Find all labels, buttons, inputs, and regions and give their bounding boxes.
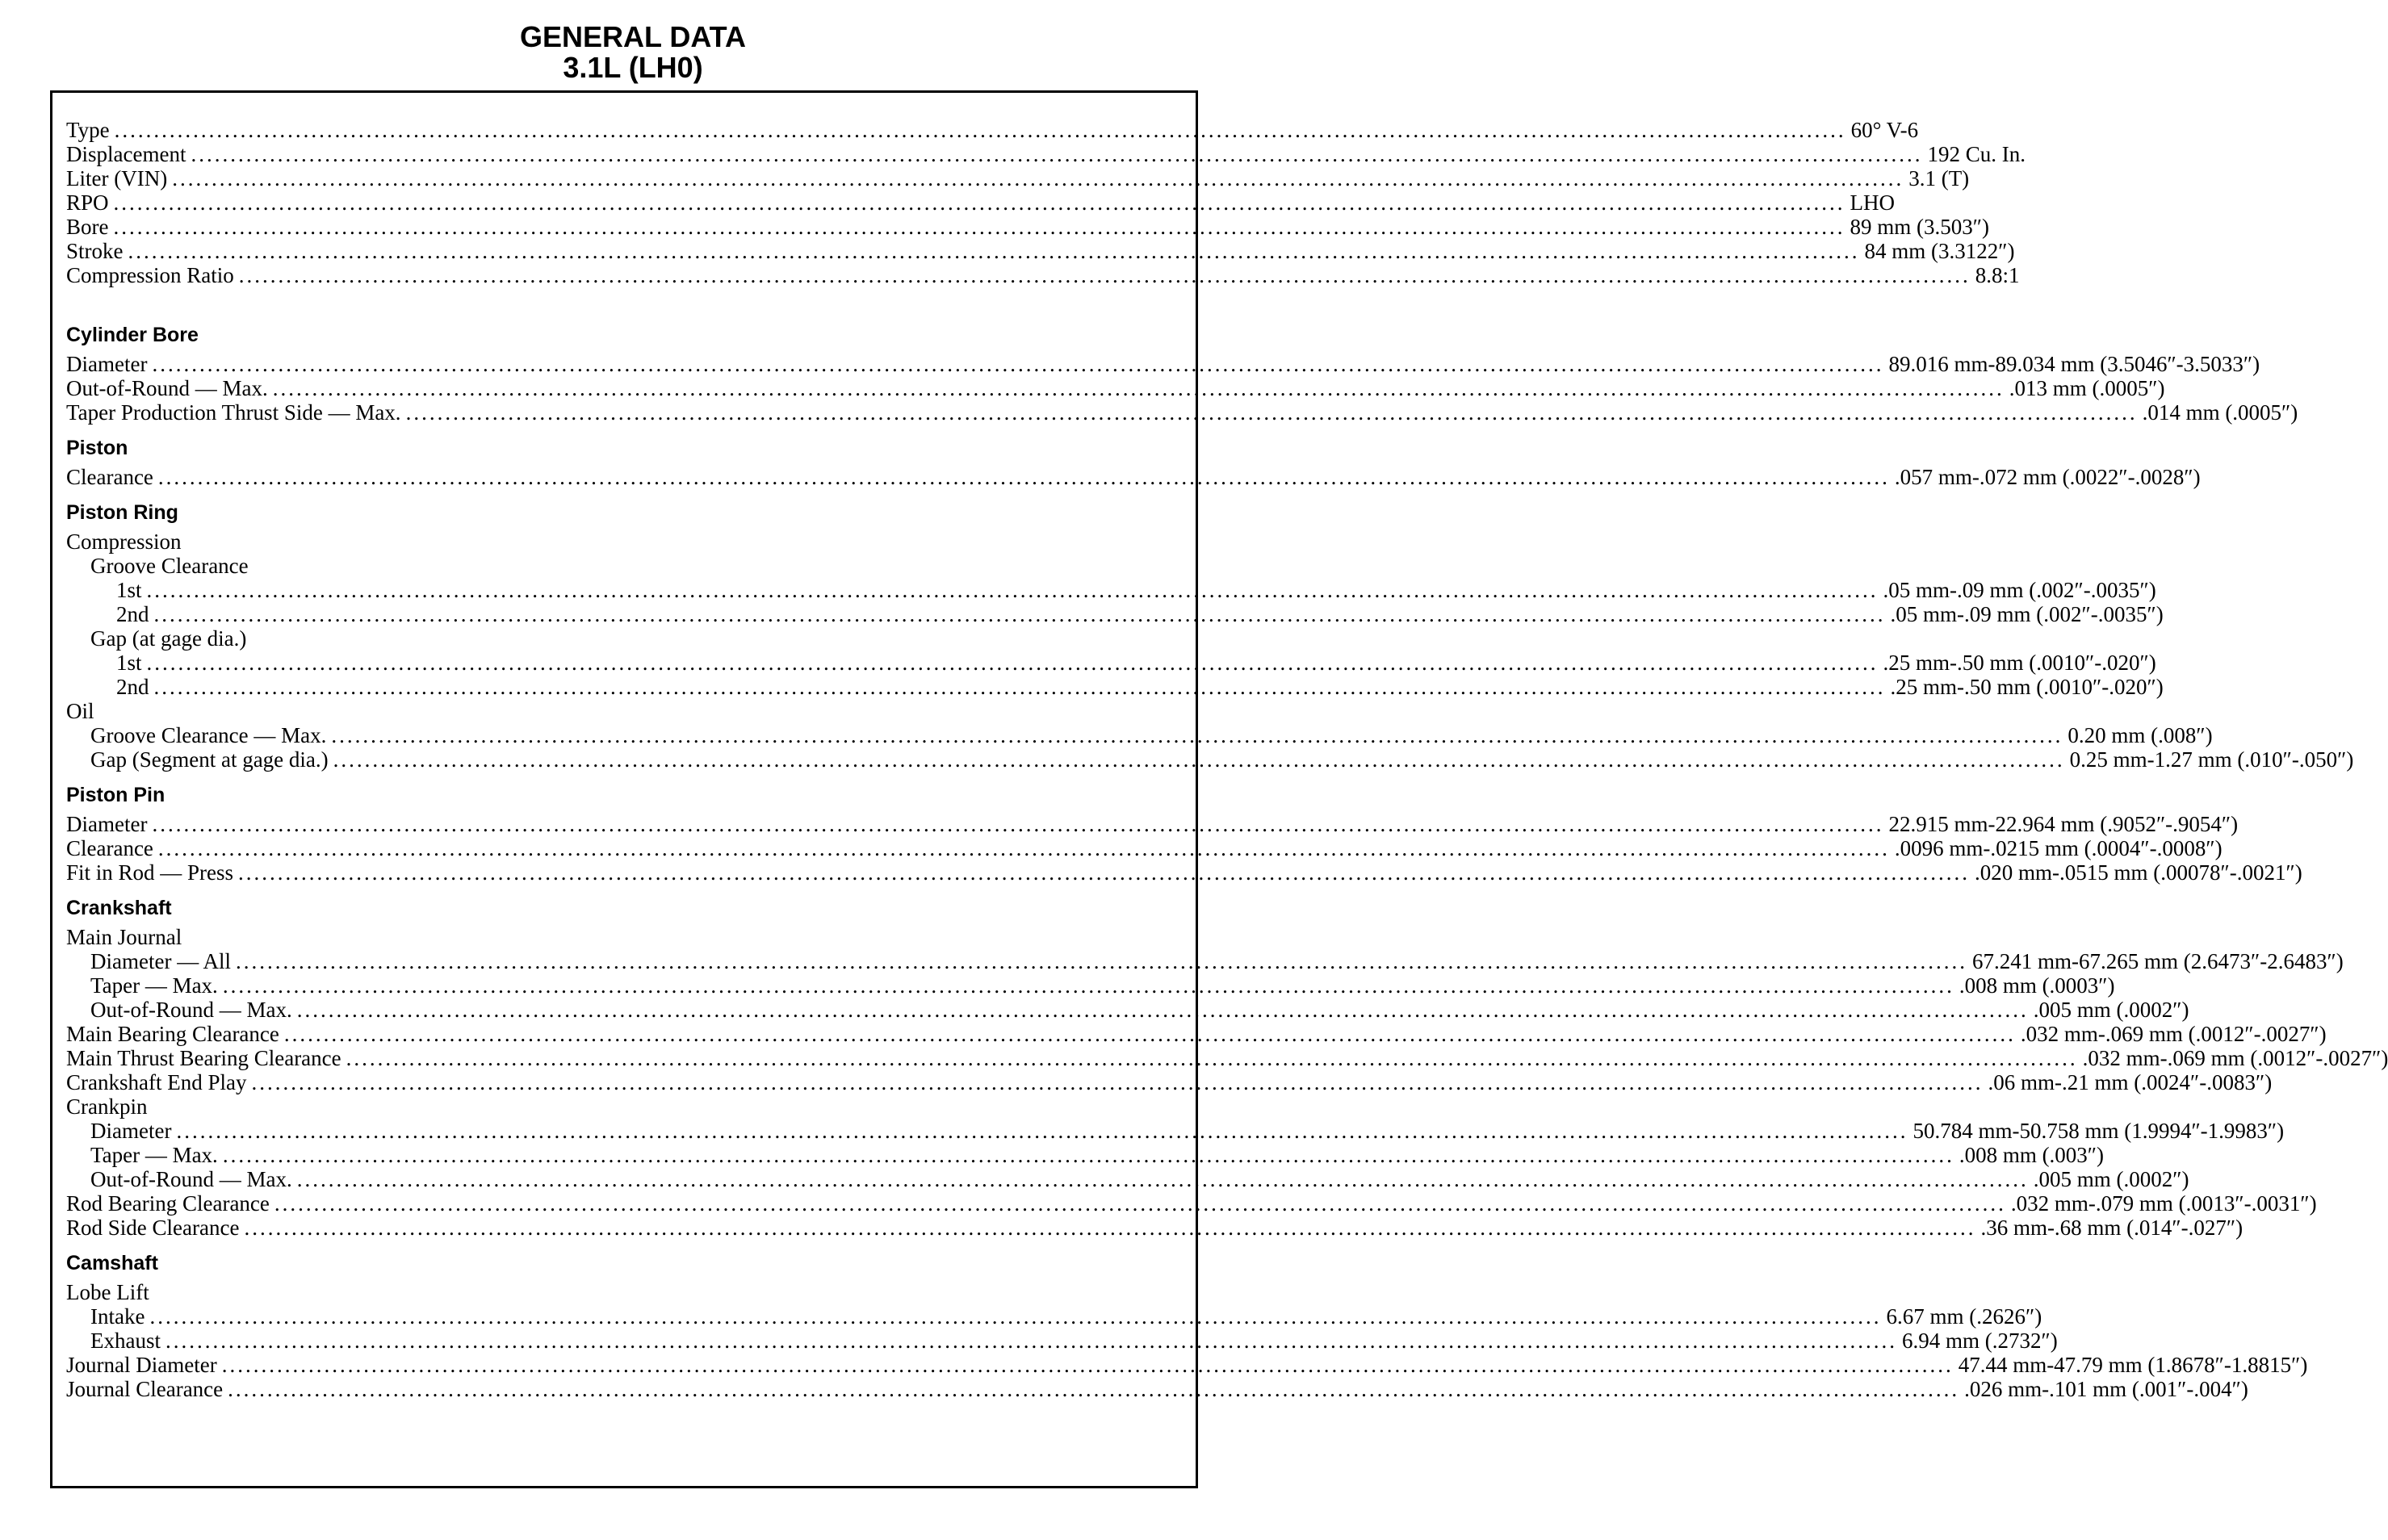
- spec-row: Journal Diameter ............................................................................................................................................................................................................................ 47.44 mm-47.79 mm (1.8678″-1.8815″): [66, 1353, 2308, 1377]
- section-heading-piston-pin: Piston Pin: [66, 784, 165, 806]
- dot-leader: ............................................................................................................................................................................................................................: [346, 1046, 2078, 1070]
- dot-leader: ............................................................................................................................................................................................................................: [228, 1377, 1960, 1401]
- dot-leader: ............................................................................................................................................................................................................................: [405, 400, 2138, 425]
- dot-leader: ............................................................................................................................................................................................................................: [222, 1143, 1954, 1167]
- dot-leader: ............................................................................................................................................................................................................................: [191, 142, 1923, 166]
- spec-row: Main Thrust Bearing Clearance ............................................................................................................................................................................................................................ .032 mm-.069 mm (.0012″-.0027″): [66, 1046, 2388, 1070]
- dot-leader: ............................................................................................................................................................................................................................: [235, 949, 1967, 973]
- subheading-compression: Compression: [66, 529, 182, 554]
- spec-row: Crankshaft End Play ............................................................................................................................................................................................................................ .06 mm-.21 mm (.0024″-.0083″): [66, 1070, 2273, 1094]
- spec-row: 2nd ............................................................................................................................................................................................................................ .25 mm-.50 mm (.0010″-.020″): [116, 675, 2164, 699]
- spec-row-bore: Bore ............................................................................................................................................................................................................................ 89 mm (3.503″): [66, 215, 1989, 239]
- dot-leader: ............................................................................................................................................................................................................................: [146, 578, 1879, 602]
- dot-leader: ............................................................................................................................................................................................................................: [238, 860, 1971, 885]
- spec-row: Rod Side Clearance ............................................................................................................................................................................................................................ .36 mm-.68 mm (.014″-.027″): [66, 1216, 2243, 1240]
- dot-leader: ............................................................................................................................................................................................................................: [113, 190, 1845, 215]
- spec-row: Taper Production Thrust Side — Max. ............................................................................................................................................................................................................................ .014 mm (.0005″): [66, 400, 2298, 425]
- dot-leader: ............................................................................................................................................................................................................................: [146, 651, 1879, 675]
- subheading-main-journal: Main Journal: [66, 925, 182, 949]
- section-heading-camshaft: Camshaft: [66, 1252, 158, 1274]
- dot-leader: ............................................................................................................................................................................................................................: [157, 836, 1890, 860]
- subheading-lobe-lift: Lobe Lift: [66, 1280, 149, 1304]
- spec-row: Taper — Max. ............................................................................................................................................................................................................................ .008 mm (.003″): [90, 1143, 2105, 1167]
- spec-row: 1st ............................................................................................................................................................................................................................ .25 mm-.50 mm (.0010″-.020″): [116, 651, 2156, 675]
- page-title: GENERAL DATA: [519, 20, 746, 53]
- subheading-gap: Gap (at gage dia.): [90, 626, 247, 651]
- dot-leader: ............................................................................................................................................................................................................................: [222, 973, 1954, 998]
- spec-content: [66, 118, 2388, 1401]
- dot-leader: ............................................................................................................................................................................................................................: [176, 1119, 1908, 1143]
- dot-leader: ............................................................................................................................................................................................................................: [165, 1329, 1897, 1353]
- spec-row: Out-of-Round — Max. ............................................................................................................................................................................................................................ .013 mm (.0005″): [66, 376, 2165, 400]
- spec-row: Intake ............................................................................................................................................................................................................................ 6.67 mm (.2626″): [90, 1304, 2042, 1329]
- dot-leader: ............................................................................................................................................................................................................................: [128, 239, 1860, 263]
- spec-row: Rod Bearing Clearance ............................................................................................................................................................................................................................ .032 mm-.079 mm (.0013″-.0031″): [66, 1191, 2317, 1216]
- spec-row-stroke: Stroke ............................................................................................................................................................................................................................ 84 mm (3.3122″): [66, 239, 2015, 263]
- subheading-groove-clearance: Groove Clearance: [90, 554, 249, 578]
- spec-row-rpo: RPO ............................................................................................................................................................................................................................ LHO: [66, 190, 1896, 215]
- section-heading-crankshaft: Crankshaft: [66, 897, 172, 919]
- dot-leader: ............................................................................................................................................................................................................................: [157, 465, 1890, 489]
- spec-row: Gap (Segment at gage dia.) ............................................................................................................................................................................................................................ 0.25 mm-1.27 mm (.010″-.050″): [90, 747, 2354, 772]
- spec-row: Diameter ............................................................................................................................................................................................................................ 50.784 mm-50.758 mm (1.9994″-1.9983″): [90, 1119, 2285, 1143]
- dot-leader: ............................................................................................................................................................................................................................: [172, 166, 1904, 190]
- dot-leader: ............................................................................................................................................................................................................................: [114, 118, 1846, 142]
- page-subtitle: 3.1L (LH0): [563, 51, 703, 84]
- dot-leader: ............................................................................................................................................................................................................................: [296, 998, 2029, 1022]
- dot-leader: ............................................................................................................................................................................................................................: [333, 747, 2065, 772]
- spec-row: Groove Clearance — Max. ............................................................................................................................................................................................................................ 0.20 mm (.008″): [90, 723, 2213, 747]
- dot-leader: ............................................................................................................................................................................................................................: [331, 723, 2063, 747]
- dot-leader: ............................................................................................................................................................................................................................: [152, 352, 1884, 376]
- spec-row: Diameter — All ............................................................................................................................................................................................................................ 67.241 mm-67.265 mm (2.6473″-2.6483″): [90, 949, 2344, 973]
- dot-leader: ............................................................................................................................................................................................................................: [272, 376, 2005, 400]
- spec-row: 2nd ............................................................................................................................................................................................................................ .05 mm-.09 mm (.002″-.0035″): [116, 602, 2164, 626]
- dot-leader: ............................................................................................................................................................................................................................: [296, 1167, 2029, 1191]
- spec-row: Diameter ............................................................................................................................................................................................................................ 89.016 mm-89.034 mm (3.5046″-3.5033″): [66, 352, 2260, 376]
- spec-row: 1st ............................................................................................................................................................................................................................ .05 mm-.09 mm (.002″-.0035″): [116, 578, 2156, 602]
- spec-row: Taper — Max. ............................................................................................................................................................................................................................ .008 mm (.0003″): [90, 973, 2115, 998]
- spec-row-type: Type ............................................................................................................................................................................................................................ 60° V-6: [66, 118, 1919, 142]
- spec-row: Out-of-Round — Max. ............................................................................................................................................................................................................................ .005 mm (.0002″): [90, 998, 2189, 1022]
- dot-leader: ............................................................................................................................................................................................................................: [221, 1353, 1954, 1377]
- spec-row-compression-ratio: Compression Ratio ............................................................................................................................................................................................................................ 8.8:1: [66, 263, 2020, 287]
- spec-row: Out-of-Round — Max. ............................................................................................................................................................................................................................ .005 mm (.0002″): [90, 1167, 2189, 1191]
- section-heading-piston-ring: Piston Ring: [66, 501, 178, 524]
- dot-leader: ............................................................................................................................................................................................................................: [153, 602, 1886, 626]
- spec-row: Main Bearing Clearance ............................................................................................................................................................................................................................ .032 mm-.069 mm (.0012″-.0027″): [66, 1022, 2327, 1046]
- spec-row: Clearance ............................................................................................................................................................................................................................ .0096 mm-.0215 mm (.0004″-.0008″): [66, 836, 2223, 860]
- dot-leader: ............................................................................................................................................................................................................................: [251, 1070, 1984, 1094]
- dot-leader: ............................................................................................................................................................................................................................: [153, 675, 1886, 699]
- dot-leader: ............................................................................................................................................................................................................................: [113, 215, 1845, 239]
- dot-leader: ............................................................................................................................................................................................................................: [149, 1304, 1882, 1329]
- section-heading-cylinder-bore: Cylinder Bore: [66, 324, 199, 346]
- dot-leader: ............................................................................................................................................................................................................................: [238, 263, 1971, 287]
- spec-row-liter: Liter (VIN) ............................................................................................................................................................................................................................ 3.1 (T): [66, 166, 1970, 190]
- spec-row: Clearance ............................................................................................................................................................................................................................ .057 mm-.072 mm (.0022″-.0028″): [66, 465, 2201, 489]
- dot-leader: ............................................................................................................................................................................................................................: [283, 1022, 2016, 1046]
- subheading-oil: Oil: [66, 699, 94, 723]
- spec-row: Diameter ............................................................................................................................................................................................................................ 22.915 mm-22.964 mm (.9052″-.9054″): [66, 812, 2239, 836]
- dot-leader: ............................................................................................................................................................................................................................: [244, 1216, 1976, 1240]
- dot-leader: ............................................................................................................................................................................................................................: [152, 812, 1884, 836]
- subheading-crankpin: Crankpin: [66, 1094, 148, 1119]
- spec-row: Journal Clearance ............................................................................................................................................................................................................................ .026 mm-.101 mm (.001″-.004″): [66, 1377, 2248, 1401]
- spec-row: Fit in Rod — Press ............................................................................................................................................................................................................................ .020 mm-.0515 mm (.00078″-.0021″): [66, 860, 2302, 885]
- dot-leader: ............................................................................................................................................................................................................................: [274, 1191, 2006, 1216]
- section-heading-piston: Piston: [66, 437, 128, 459]
- spec-row-displacement: Displacement ............................................................................................................................................................................................................................ 192 Cu. In.: [66, 142, 2026, 166]
- spec-row: Exhaust ............................................................................................................................................................................................................................ 6.94 mm (.2732″): [90, 1329, 2058, 1353]
